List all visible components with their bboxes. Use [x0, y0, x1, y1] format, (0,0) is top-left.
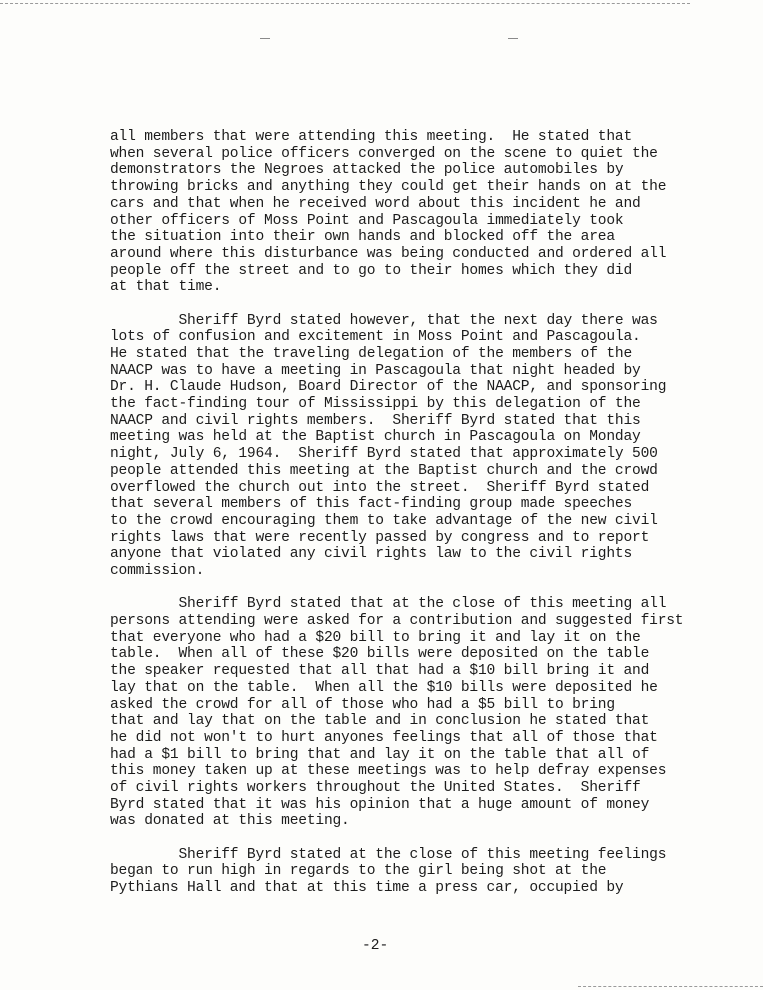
text-line: anyone that violated any civil rights law to the civil rights: [110, 546, 633, 563]
text-line: other officers of Moss Point and Pascagoula immediately took: [110, 212, 624, 229]
text-line: NAACP and civil rights members. Sheriff Byrd stated that this: [110, 412, 641, 429]
text-line: Sheriff Byrd stated that at the close of this meeting all: [110, 596, 667, 613]
text-line: had a $1 bill to bring that and lay it on the table that all of: [110, 746, 650, 763]
text-line: Sheriff Byrd stated however, that the next day there was: [110, 312, 658, 329]
text-line: of civil rights workers throughout the United States. Sheriff: [110, 780, 641, 797]
text-line: the fact-finding tour of Mississippi by this delegation of the: [110, 396, 641, 413]
text-line: throwing bricks and anything they could get their hands on at the: [110, 179, 667, 196]
text-line: that and lay that on the table and in conclusion he stated that: [110, 713, 650, 730]
text-line: all members that were attending this meeting. He stated that: [110, 129, 633, 145]
document-body: [110, 129, 755, 897]
paragraph: [110, 847, 755, 897]
text-line: that several members of this fact-finding group made speeches: [110, 496, 633, 513]
text-line: to the crowd encouraging them to take advantage of the new civil: [110, 512, 658, 529]
text-line: Byrd stated that it was his opinion that a huge amount of money: [110, 796, 650, 813]
text-line: asked the crowd for all of those who had a $5 bill to bring: [110, 696, 615, 713]
paragraph: [110, 596, 755, 830]
text-line: he did not won't to hurt anyones feelings that all of those that: [110, 729, 658, 746]
text-line: that everyone who had a $20 bill to bring it and lay it on the: [110, 629, 641, 646]
text-line: overflowed the church out into the street. Sheriff Byrd stated: [110, 479, 650, 496]
text-line: cars and that when he received word about this incident he and: [110, 195, 641, 212]
text-line: persons attending were asked for a contribution and suggested first: [110, 612, 684, 629]
text-line: Dr. H. Claude Hudson, Board Director of the NAACP, and sponsoring: [110, 379, 667, 396]
header-mark-right: [508, 38, 518, 39]
top-edge-rule: [0, 3, 690, 4]
text-line: NAACP was to have a meeting in Pascagoula that night headed by: [110, 362, 641, 379]
text-line: at that time.: [110, 279, 222, 296]
page-number: -2-: [362, 938, 389, 954]
text-line: when several police officers converged on the scene to quiet the: [110, 145, 658, 162]
bottom-edge-rule: [578, 986, 763, 987]
text-line: Pythians Hall and that at this time a press car, occupied by: [110, 880, 624, 897]
paragraph: [110, 129, 755, 296]
text-line: He stated that the traveling delegation of the members of the: [110, 345, 633, 362]
text-line: rights laws that were recently passed by congress and to report: [110, 529, 650, 546]
text-line: this money taken up at these meetings was to help defray expenses: [110, 763, 667, 780]
text-line: Sheriff Byrd stated at the close of this meeting feelings: [110, 846, 667, 863]
text-line: began to run high in regards to the girl being shot at the: [110, 863, 607, 880]
text-line: was donated at this meeting.: [110, 813, 350, 830]
text-line: people attended this meeting at the Baptist church and the crowd: [110, 462, 658, 479]
text-line: people off the street and to go to their homes which they did: [110, 262, 633, 279]
text-line: the situation into their own hands and blocked off the area: [110, 229, 615, 246]
paragraph: [110, 313, 755, 580]
text-line: commission.: [110, 563, 205, 580]
text-line: around where this disturbance was being conducted and ordered all: [110, 245, 667, 262]
text-line: table. When all of these $20 bills were deposited on the table: [110, 646, 650, 663]
text-line: demonstrators the Negroes attacked the police automobiles by: [110, 162, 624, 179]
text-line: lots of confusion and excitement in Moss Point and Pascagoula.: [110, 329, 641, 346]
text-line: lay that on the table. When all the $10 bills were deposited he: [110, 679, 658, 696]
text-line: the speaker requested that all that had a $10 bill bring it and: [110, 663, 650, 680]
text-line: night, July 6, 1964. Sheriff Byrd stated that approximately 500: [110, 446, 658, 463]
text-line: meeting was held at the Baptist church in Pascagoula on Monday: [110, 429, 641, 446]
header-mark-left: [260, 38, 270, 39]
